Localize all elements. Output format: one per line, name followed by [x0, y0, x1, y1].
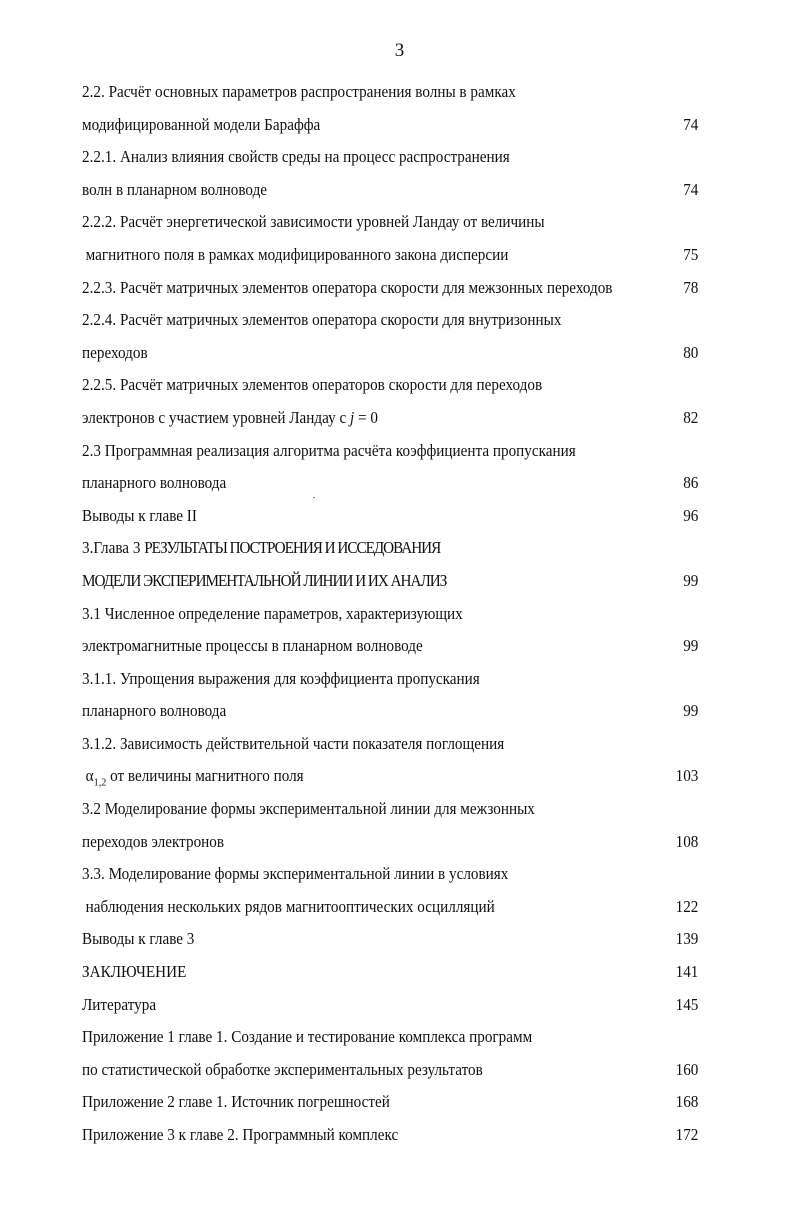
toc-entry-page: 75: [683, 244, 699, 264]
toc-line: [82, 337, 699, 370]
toc-entry-text: магнитного поля в рамках модифицированного закона дисперсии: [85, 244, 509, 264]
toc-line: [82, 467, 699, 500]
toc-entry-page: 168: [675, 1092, 699, 1112]
toc-entry-text: Приложение 2 главе 1. Источник погрешностей: [82, 1092, 390, 1112]
toc-line: [82, 598, 662, 631]
toc-line: [82, 793, 662, 826]
toc-entry-text-part: 3.Глава 3: [82, 538, 145, 558]
toc-line: [82, 663, 662, 696]
toc-entry-text: переходов: [82, 342, 148, 362]
toc-line: [82, 304, 662, 337]
toc-line: [82, 500, 699, 533]
toc-entry-page: 82: [683, 407, 699, 427]
toc-entry-page: 99: [683, 570, 699, 590]
toc-entry-text: модифицированной модели Бараффа: [82, 114, 321, 134]
toc-line: [82, 728, 662, 761]
toc-line: [82, 174, 699, 207]
toc-line: [82, 923, 699, 956]
toc-entry-page: 103: [675, 766, 699, 786]
toc-line: [82, 630, 699, 663]
toc-entry-text: 3.1.1. Упрощения выражения для коэффициента пропускания: [82, 668, 480, 688]
toc-line: [82, 402, 699, 435]
toc-entry-page: 96: [683, 505, 699, 525]
toc-entry-text: по статистической обработке экспериментальных результатов: [82, 1059, 483, 1079]
toc-entry-text: 2.2.4. Расчёт матричных элементов оператора скорости для внутризонных: [82, 310, 562, 330]
math-subscript: 1,2: [93, 776, 107, 789]
toc-line: [82, 1119, 699, 1152]
toc-line: [82, 1086, 699, 1119]
toc-line: [82, 76, 662, 109]
toc-entry-page: 172: [675, 1125, 699, 1144]
toc-entry-text: 3.2 Моделирование формы экспериментальной линии для межзонных: [82, 799, 535, 819]
toc-line: [82, 891, 699, 924]
toc-line: [82, 1021, 662, 1054]
toc-entry-page: 74: [683, 179, 699, 199]
toc-entry-text: электромагнитные процессы в планарном волноводе: [82, 636, 423, 656]
chapter-title-caps: МОДЕЛИ ЭКСПЕРИМЕНТАЛЬНОЙ ЛИНИИ И ИХ АНАЛИЗ: [82, 570, 447, 590]
toc-entry-text: 3.1.2. Зависимость действительной части показателя поглощения: [82, 733, 505, 753]
toc-line: [82, 239, 699, 272]
toc-line: [82, 272, 699, 305]
toc-entry-text-part: электронов с участием уровней Ландау с: [82, 407, 351, 427]
toc-entry-text: [82, 532, 440, 565]
toc-entry-page: 86: [683, 473, 699, 493]
toc-entry-page: 160: [675, 1059, 699, 1079]
toc-entry-page: 80: [683, 342, 699, 362]
toc-entry-page: 141: [675, 962, 699, 982]
toc-entry-text: [82, 402, 378, 435]
toc-line: [82, 369, 662, 402]
toc-entry-text: переходов электронов: [82, 831, 225, 851]
table-of-contents: [82, 76, 712, 1152]
toc-entry-text: Выводы к главе II: [82, 505, 197, 525]
toc-line: [82, 109, 699, 142]
toc-entry-text: 3.3. Моделирование формы экспериментальной линии в условиях: [82, 864, 509, 884]
toc-line: [82, 956, 699, 989]
scan-speck: [313, 497, 315, 498]
math-variable-j: j: [350, 407, 355, 427]
chapter-title-caps: РЕЗУЛЬТАТЫ ПОСТРОЕНИЯ И ИССЕДОВАНИЯ: [144, 538, 441, 558]
toc-entry-page: 145: [675, 994, 699, 1014]
toc-line: [82, 532, 662, 565]
toc-entry-text: Выводы к главе 3: [82, 929, 195, 949]
toc-entry-text: Приложение 1 главе 1. Создание и тестирование комплекса программ: [82, 1027, 533, 1047]
toc-entry-text-part: от величины магнитного поля: [106, 766, 304, 786]
toc-entry-text: Приложение 3 к главе 2. Программный комплекс: [82, 1125, 399, 1144]
toc-entry-text: наблюдения нескольких рядов магнитооптических осцилляций: [85, 896, 495, 916]
toc-entry-page: 99: [683, 701, 699, 721]
toc-entry-text: 2.2. Расчёт основных параметров распространения волны в рамках: [82, 82, 516, 101]
toc-line: [82, 760, 699, 793]
toc-line: [82, 858, 662, 891]
toc-entry-page: 108: [675, 831, 699, 851]
toc-line: [82, 695, 699, 728]
toc-entry-page: 78: [683, 277, 699, 297]
toc-line: [82, 565, 699, 598]
toc-entry-text: 2.2.5. Расчёт матричных элементов операторов скорости для переходов: [82, 375, 543, 395]
page-number: 3: [394, 40, 405, 61]
math-symbol-alpha: α: [85, 766, 94, 786]
toc-entry-text: волн в планарном волноводе: [82, 179, 268, 199]
toc-line: [82, 826, 699, 859]
toc-entry-text: 2.2.2. Расчёт энергетической зависимости уровней Ландау от величины: [82, 212, 545, 232]
toc-entry-text: планарного волновода: [82, 701, 227, 721]
toc-line: [82, 435, 662, 468]
toc-entry-text: Литература: [82, 994, 157, 1014]
toc-entry-page: 122: [675, 896, 699, 916]
toc-entry-page: 74: [683, 114, 699, 134]
toc-entry-text: ЗАКЛЮЧЕНИЕ: [82, 962, 187, 982]
toc-entry-text-part: = 0: [354, 407, 378, 427]
toc-entry-text: 2.2.3. Расчёт матричных элементов оператора скорости для межзонных переходов: [82, 277, 613, 297]
toc-entry-page: 139: [675, 929, 699, 949]
toc-line: [82, 989, 699, 1022]
toc-entry-text: 2.2.1. Анализ влияния свойств среды на процесс распространения: [82, 147, 510, 167]
toc-line: [82, 141, 662, 174]
toc-entry-text: 2.3 Программная реализация алгоритма расчёта коэффициента пропускания: [82, 440, 576, 460]
toc-entry-text: планарного волновода: [82, 473, 227, 493]
toc-entry-page: 99: [683, 636, 699, 656]
toc-line: [82, 1054, 699, 1087]
toc-entry-text: 3.1 Численное определение параметров, характеризующих: [82, 603, 463, 623]
toc-line: [82, 206, 662, 239]
